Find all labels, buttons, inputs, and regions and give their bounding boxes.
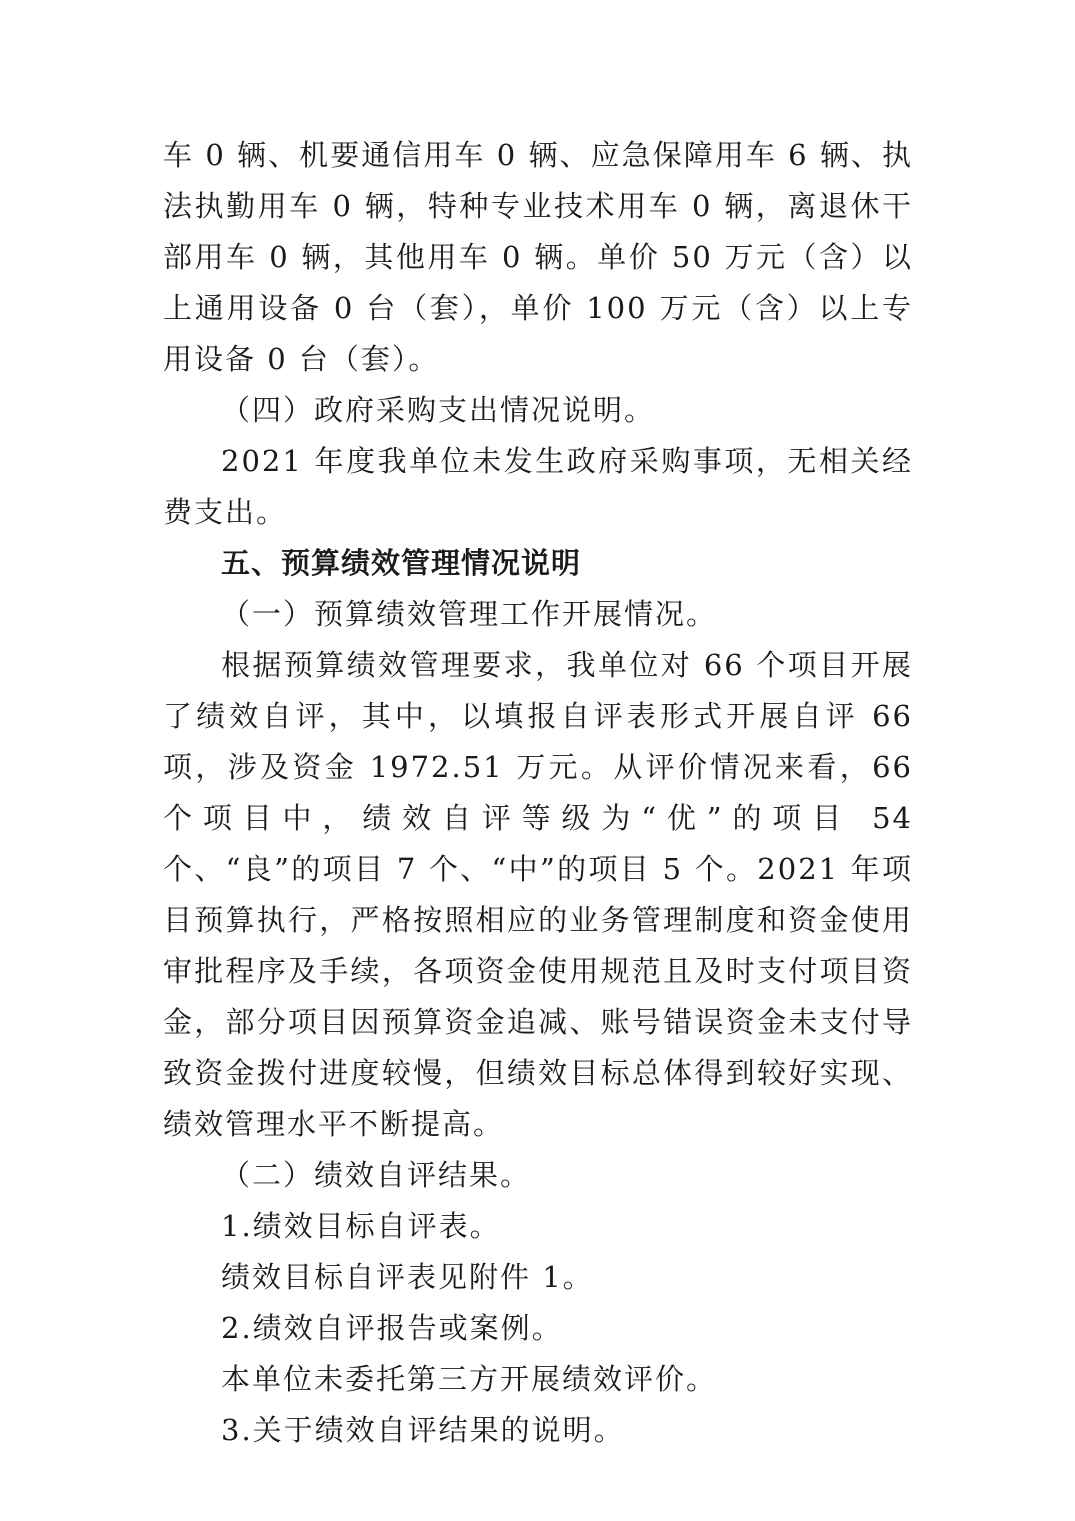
section-heading-performance: 五、预算绩效管理情况说明 [221,546,582,580]
paragraph-procurement: 2021 年度我单位未发生政府采购事项，无相关经费支出。 [163,444,913,529]
item-self-evaluation-report: 2.绩效自评报告或案例。 [221,1311,563,1345]
item-self-evaluation-form: 1.绩效目标自评表。 [221,1209,501,1243]
item-results-explanation: 3.关于绩效自评结果的说明。 [221,1413,625,1447]
paragraph-attachment-note: 绩效目标自评表见附件 1。 [221,1260,594,1294]
subheading-self-evaluation-results: （二）绩效自评结果。 [221,1158,532,1192]
paragraph-third-party-note: 本单位未委托第三方开展绩效评价。 [221,1362,718,1396]
section-heading-procurement: （四）政府采购支出情况说明。 [221,393,656,427]
paragraph-vehicles-equipment: 车 0 辆、机要通信用车 0 辆、应急保障用车 6 辆、执法执勤用车 0 辆，特种专业技术用车 0 辆，离退休干部用车 0 辆，其他用车 0 辆。单价 50 万元（含）以上通用设备 0 台（套），单价 100 万元（含）以上专用设备 0 台（套）。 [163,138,913,376]
paragraph-performance-details: 根据预算绩效管理要求，我单位对 66 个项目开展了绩效自评，其中，以填报自评表形式开展自评 66 项，涉及资金 1972.51 万元。从评价情况来看，66 个项目中，绩效自评等级为“优”的项目 54 个、“良”的项目 7 个、“中”的项目 5 个。2021 年项目预算执行，严格按照相应的业务管理制度和资金使用审批程序及手续，各项资金使用规范且及时支付项目资金，部分项目因预算资金追减、账号错误资金未支付导致资金拨付进度较慢，但绩效目标总体得到较好实现、绩效管理水平不断提高。 [163,648,913,1141]
document-body [163,130,913,1456]
subheading-performance-work: （一）预算绩效管理工作开展情况。 [221,597,718,631]
